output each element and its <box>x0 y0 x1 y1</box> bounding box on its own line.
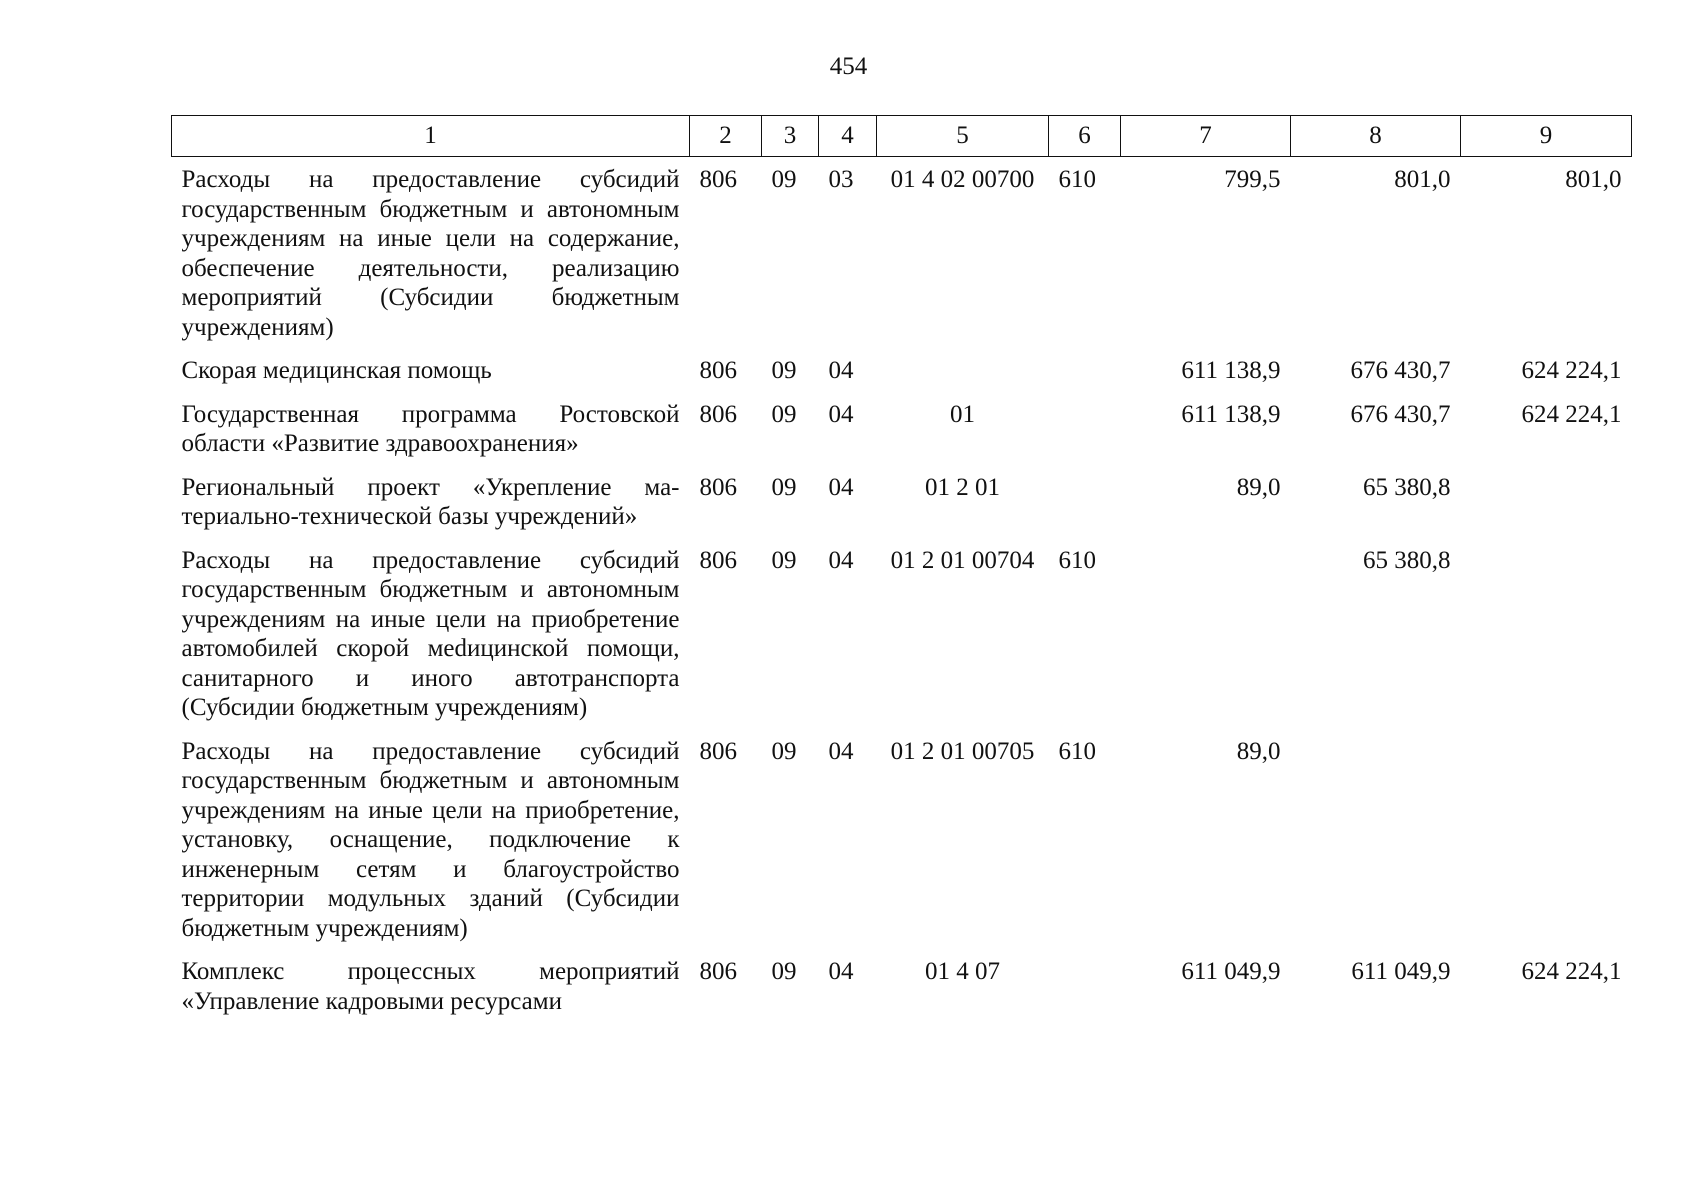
header-row <box>172 116 1632 157</box>
section-cell: 09 <box>771 958 797 985</box>
table-row <box>172 949 1632 1022</box>
grbs-cell: 806 <box>699 166 737 193</box>
expense-type-cell: 610 <box>1058 166 1096 193</box>
amount-col9-cell: 624 224,1 <box>1521 958 1622 985</box>
table-header <box>172 116 1632 157</box>
amount-col8-cell: 65 380,8 <box>1363 546 1451 574</box>
amount-col7-cell <box>1121 538 1291 729</box>
amount-col7-cell: 89,0 <box>1236 737 1281 765</box>
subsection-cell: 04 <box>828 737 854 765</box>
row-name-cell: Скорая медицинская помощь <box>181 357 492 384</box>
expense-type-cell: 610 <box>1058 737 1096 765</box>
budget-table <box>171 115 1632 1022</box>
expense-type-cell: 610 <box>1058 546 1096 574</box>
row-name-cell: Комплекс процессных мероприятий «Управление кадровыми ресурсами <box>181 958 680 1015</box>
grbs-cell: 806 <box>699 400 737 428</box>
page-number: 454 <box>829 53 868 80</box>
expense-type-cell <box>1049 392 1121 465</box>
header-col-7: 7 <box>1121 116 1291 157</box>
section-cell: 09 <box>771 546 797 574</box>
section-cell: 09 <box>771 400 797 428</box>
amount-col9-cell <box>1461 538 1632 729</box>
expense-type-cell <box>1049 949 1121 1022</box>
amount-col9-cell: 801,0 <box>1565 166 1622 193</box>
amount-col7-cell: 611 138,9 <box>1181 400 1281 428</box>
target-article-cell: 01 <box>950 400 975 428</box>
grbs-cell: 806 <box>699 546 737 574</box>
table-row <box>172 392 1632 465</box>
grbs-cell: 806 <box>699 357 737 384</box>
row-name-cell: Расходы на предоставление субсидий государственным бюджетным и автономным учреждениям на иные цели на содержание, обеспечение деятельности, реализацию мероприятий (Субсидии бюджетным учреждениям) <box>181 166 680 341</box>
grbs-cell: 806 <box>699 473 737 501</box>
amount-col8-cell: 65 380,8 <box>1363 473 1451 501</box>
header-col-3: 3 <box>762 116 819 157</box>
header-col-5: 5 <box>877 116 1049 157</box>
subsection-cell: 04 <box>828 546 854 574</box>
subsection-cell: 03 <box>828 166 854 193</box>
section-cell: 09 <box>771 737 797 765</box>
target-article-cell: 01 2 01 00704 <box>890 546 1035 574</box>
table-row <box>172 348 1632 392</box>
subsection-cell: 04 <box>828 357 854 384</box>
amount-col9-cell <box>1461 729 1632 950</box>
row-name-cell: Расходы на предоставление субсидий государственным бюджетным и автономным учреждениям на иные цели на приобретение автомобилей скорой меdицинской помощи, санитарного и иного автотранспорта (Субсидии бюджетным учреждениям) <box>181 546 680 721</box>
amount-col8-cell: 611 049,9 <box>1351 958 1451 985</box>
header-col-8: 8 <box>1291 116 1461 157</box>
header-col-4: 4 <box>819 116 877 157</box>
header-col-2: 2 <box>690 116 762 157</box>
grbs-cell: 806 <box>699 958 737 985</box>
row-name-cell: Региональный проект «Укрепление материально-технической базы учреждений» <box>181 473 680 530</box>
table-row <box>172 157 1632 349</box>
subsection-cell: 04 <box>828 473 854 501</box>
row-name-cell: Расходы на предоставление субсидий государственным бюджетным и автономным учреждениям на иные цели на приобретение, установку, оснащение, подключение к инженерным сетям и благоустройство территории модульных зданий (Субсидии бюджетным учреждениям) <box>181 737 680 942</box>
amount-col9-cell <box>1461 465 1632 538</box>
target-article-cell <box>877 348 1049 392</box>
table-row <box>172 729 1632 950</box>
section-cell: 09 <box>771 357 797 384</box>
amount-col8-cell: 801,0 <box>1394 166 1451 193</box>
header-col-6: 6 <box>1049 116 1121 157</box>
table-row <box>172 538 1632 729</box>
amount-col7-cell: 611 049,9 <box>1181 958 1281 985</box>
target-article-cell: 01 4 02 00700 <box>890 166 1035 193</box>
amount-col7-cell: 89,0 <box>1236 473 1281 501</box>
target-article-cell: 01 2 01 00705 <box>890 737 1035 765</box>
amount-col8-cell: 676 430,7 <box>1350 400 1451 428</box>
amount-col8-cell <box>1291 729 1461 950</box>
amount-col7-cell: 611 138,9 <box>1181 357 1281 384</box>
section-cell: 09 <box>771 166 797 193</box>
section-cell: 09 <box>771 473 797 501</box>
amount-col9-cell: 624 224,1 <box>1521 400 1622 428</box>
target-article-cell: 01 4 07 <box>925 958 1000 985</box>
target-article-cell: 01 2 01 <box>925 473 1000 501</box>
header-col-9: 9 <box>1461 116 1632 157</box>
subsection-cell: 04 <box>828 400 854 428</box>
row-name-cell: Государственная программа Ростовской области «Развитие здравоохранения» <box>181 400 680 457</box>
expense-type-cell <box>1049 348 1121 392</box>
header-col-1: 1 <box>172 116 690 157</box>
table-row <box>172 465 1632 538</box>
amount-col9-cell: 624 224,1 <box>1521 357 1622 384</box>
grbs-cell: 806 <box>699 737 737 765</box>
subsection-cell: 04 <box>828 958 854 985</box>
amount-col8-cell: 676 430,7 <box>1350 357 1451 384</box>
table-body <box>172 157 1632 1023</box>
amount-col7-cell: 799,5 <box>1224 166 1281 193</box>
expense-type-cell <box>1049 465 1121 538</box>
